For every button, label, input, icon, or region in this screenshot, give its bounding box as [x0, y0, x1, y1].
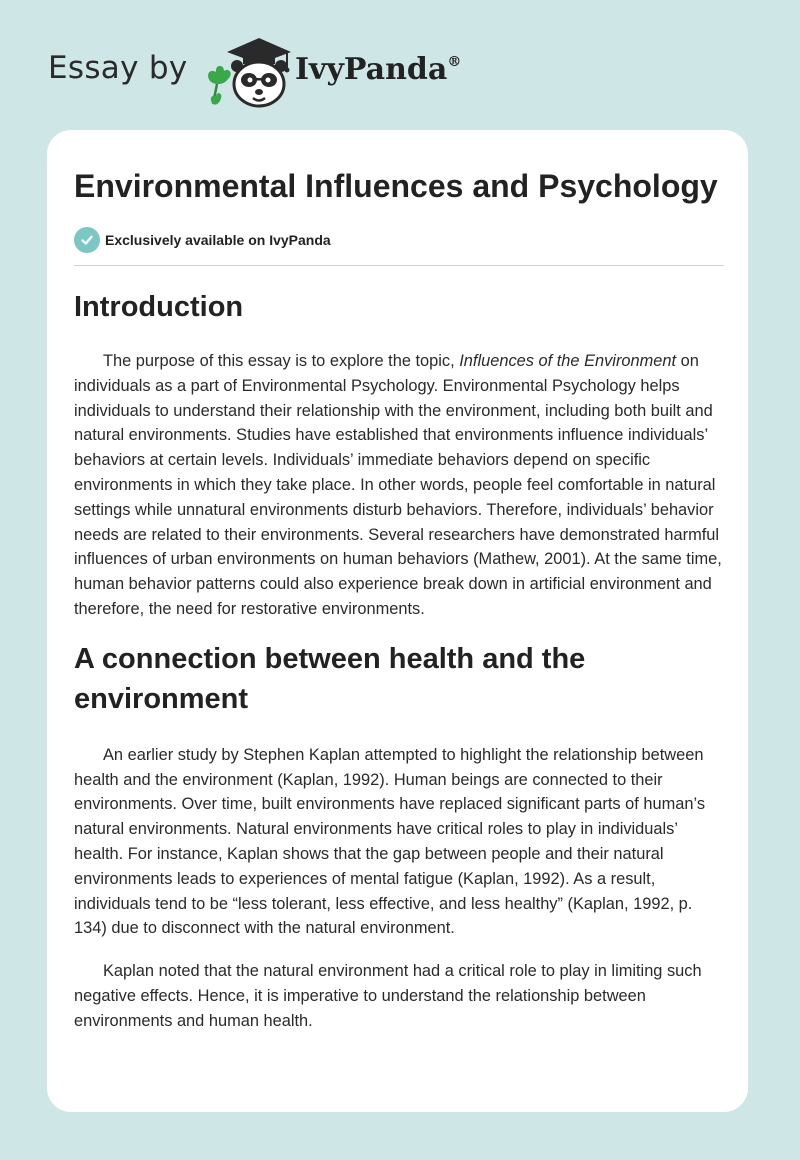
exclusive-notice: [74, 227, 724, 253]
essay-by-label: Essay by: [48, 50, 188, 86]
site-header: [48, 30, 508, 110]
essay-card: [47, 130, 748, 1112]
check-icon: [74, 227, 100, 253]
section-heading-introduction: Introduction: [74, 291, 244, 323]
exclusive-label: Exclusively available on IvyPanda: [105, 232, 331, 248]
health-connection-paragraph-1: An earlier study by Stephen Kaplan attempted to highlight the relationship between health and the environment (Kaplan, 1992). Human beings are connected to their environments. Over time, built environments have replaced significant parts of human’s natural environments. Natural environments have critical roles to play in individuals’ health. For instance, Kaplan shows that the gap between people and their natural environments leads to experiences of mental fatigue (Kaplan, 1992). As a result, individuals tend to be “less tolerant, less effective, and less healthy” (Kaplan, 1992, p. 134) due to disconnect with the natural environment.: [74, 745, 706, 938]
paragraph-text: The purpose of this essay is to explore the topic,: [103, 352, 460, 370]
essay-title: Environmental Influences and Psychology: [74, 168, 718, 204]
topic-emphasis: Influences of the Environment: [459, 352, 677, 370]
section-heading-health-connection: A connection between health and the environment: [74, 642, 586, 715]
panda-graduate-icon: [203, 34, 293, 110]
brand-text: IvyPanda: [295, 52, 448, 87]
title-divider: [74, 265, 724, 266]
brand-name: [295, 52, 461, 87]
paragraph-text: on individuals as a part of Environmental Psychology. Environmental Psychology helps individuals to understand their relationship with the environment, including both built and natural environments. Studies have established that environments influence individuals’ behaviors at certain levels. Individuals’ immediate behaviors depend on specific environments in which they take place. In other words, people feel comfortable in natural settings while unnatural environments disturb behaviors. Therefore, individuals’ behavior needs are related to their environments. Several researchers have demonstrated harmful influences of urban environments on human behaviors (Mathew, 2001). At the same time, human behavior patterns could also experience break down in artificial environment and therefore, the need for restorative environments.: [74, 352, 722, 618]
introduction-paragraph: [74, 349, 724, 622]
essay-content: [74, 130, 724, 1034]
health-connection-paragraph-2: Kaplan noted that the natural environment had a critical role to play in limiting such negative effects. Hence, it is imperative to understand the relationship between environments and human health.: [74, 962, 702, 1030]
registered-mark: ®: [447, 54, 462, 70]
